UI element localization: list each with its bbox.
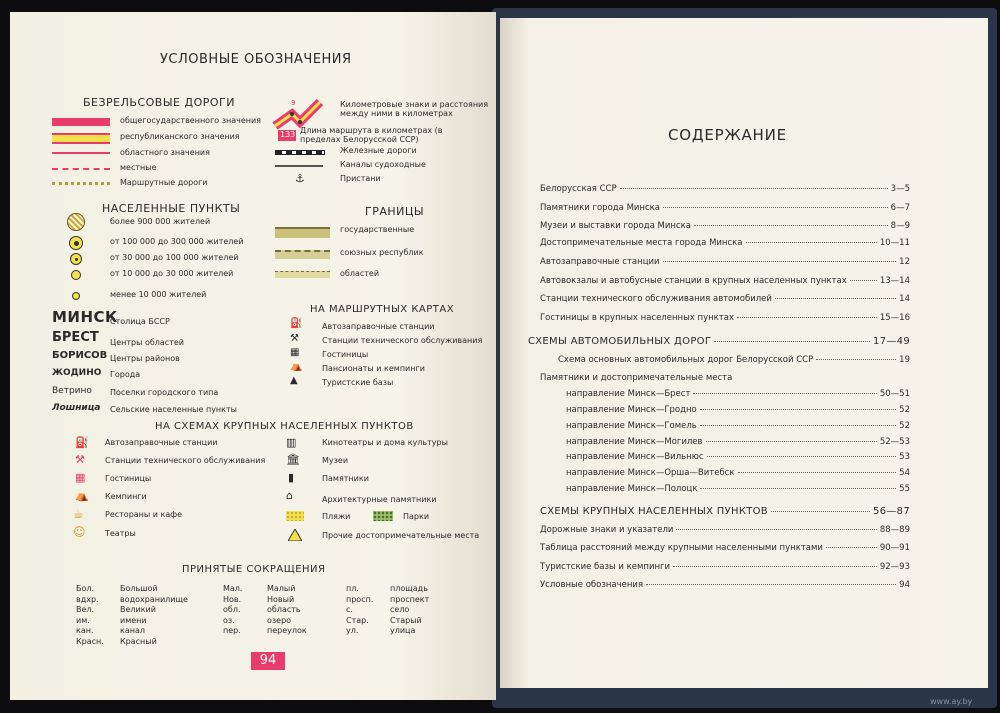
scheme-park-icon: [373, 511, 393, 521]
toc-page: 6—7: [890, 203, 910, 213]
abbr-col-5: пл. просп. с. Стар. ул.: [346, 584, 374, 635]
scheme-camping-icon: ⛺: [75, 489, 89, 502]
abbreviations-header: ПРИНЯТЫЕ СОКРАЩЕНИЯ: [182, 564, 326, 575]
contents-title: СОДЕРЖАНИЕ: [668, 126, 787, 144]
city-village-desc: Сельские населенные пункты: [110, 405, 237, 414]
toc-entry[interactable]: [566, 389, 910, 399]
road-item-1: республиканского значения: [120, 132, 240, 141]
scheme-restaurant-icon: ☕: [73, 507, 84, 521]
toc-label: СХЕМЫ КРУПНЫХ НАСЕЛЕННЫХ ПУНКТОВ: [540, 506, 768, 517]
toc-label: Белорусская ССР: [540, 184, 617, 194]
route-item-2: Гостиницы: [322, 350, 369, 359]
republic-road-icon: [52, 133, 110, 144]
city-capital: МИНСК: [52, 308, 118, 326]
page-number-badge: 94: [251, 652, 285, 670]
toc-label: Памятники города Минска: [540, 203, 661, 213]
legend-page: [10, 12, 496, 700]
scheme-hotel-icon: ▦: [75, 471, 86, 484]
settlements-header: НАСЕЛЕННЫЕ ПУНКТЫ: [102, 202, 241, 215]
toc-label: Гостиницы в крупных населенных пунктах: [540, 313, 735, 323]
toc-page: 54: [899, 468, 910, 478]
toc-label: Туристские базы и кемпинги: [540, 562, 671, 572]
city-town-desc: Города: [110, 370, 141, 379]
contents-page: [500, 18, 988, 688]
scheme-other-icon: [288, 529, 302, 541]
toc-page: 56—87: [873, 506, 910, 517]
city-large-icon: [67, 213, 85, 231]
region-border-icon: [275, 271, 330, 278]
city-town: ЖОДИНО: [52, 368, 102, 378]
scheme-right-1: Музеи: [322, 456, 349, 465]
hotel-icon: ▦: [290, 347, 300, 358]
scheme-right-5: Парки: [403, 512, 430, 521]
abbr-col-2: Большой водохранилище Великий имени канал Красный: [120, 584, 188, 646]
city-district-center: БОРИСОВ: [52, 350, 108, 361]
legend-title: УСЛОВНЫЕ ОБОЗНАЧЕНИЯ: [160, 52, 352, 67]
toc-label: направление Минск—Брест: [566, 389, 691, 399]
city-settlement-desc: Поселки городского типа: [110, 388, 219, 397]
village-icon: [72, 292, 80, 300]
scheme-right-6: Прочие достопримечательные места: [322, 531, 480, 540]
toc-label: направление Минск—Могилев: [566, 437, 703, 447]
toc-entry[interactable]: [540, 238, 910, 248]
route-item-3: Пансионаты и кемпинги: [322, 364, 425, 373]
railways-label: Железные дороги: [340, 146, 417, 155]
toc-page: 88—89: [879, 525, 910, 535]
toc-entry[interactable]: [566, 468, 910, 478]
toc-label: Автозаправочные станции: [540, 257, 660, 267]
toc-page: 90—91: [879, 543, 910, 553]
scheme-service-icon: ⚒: [75, 453, 85, 466]
toc-page: 14: [899, 294, 910, 304]
toc-page: 55: [899, 484, 910, 494]
watermark: www.ay.by: [930, 697, 973, 706]
toc-entry[interactable]: [566, 452, 910, 462]
toc-page: 15—16: [879, 313, 910, 323]
scheme-right-3: Архитектурные памятники: [322, 495, 437, 504]
toc-label: Дорожные знаки и указатели: [540, 525, 674, 535]
toc-label: Станции технического обслуживания автомобилей: [540, 294, 772, 304]
toc-label: направление Минск—Гомель: [566, 421, 697, 431]
city-10k-icon: [71, 270, 81, 280]
scheme-left-3: Кемпинги: [105, 492, 147, 501]
toc-entry[interactable]: [540, 184, 910, 194]
toc-entry[interactable]: [540, 313, 910, 323]
km-small-label: 9: [291, 99, 296, 107]
borders-header: ГРАНИЦЫ: [365, 205, 425, 218]
abbr-col-3: Мал. Нов. обл. оз. пер.: [223, 584, 243, 635]
toc-page: 10—11: [879, 238, 910, 248]
scheme-left-2: Гостиницы: [105, 474, 152, 483]
scheme-cinema-icon: ▥: [286, 436, 297, 449]
route-road-icon: [52, 182, 110, 185]
toc-page: 94: [899, 580, 910, 590]
scheme-left-0: Автозаправочные станции: [105, 438, 218, 447]
toc-entry[interactable]: [540, 373, 910, 383]
toc-entry[interactable]: [566, 421, 910, 431]
toc-page: 3—5: [890, 184, 910, 194]
abbr-col-1: Бол. вдхр. Вел. им. кан. Красн.: [76, 584, 104, 646]
city-region-center: БРЕСТ: [52, 330, 99, 345]
toc-page: 19: [899, 355, 910, 365]
route-length-label: Длина маршрута в километрах (в пределах Белорусской ССР): [300, 126, 443, 144]
toc-page: 52—53: [879, 437, 910, 447]
toc-entry[interactable]: [540, 203, 910, 213]
scheme-right-2: Памятники: [322, 474, 369, 483]
road-item-2: областного значения: [120, 148, 210, 157]
toc-page: 52: [899, 405, 910, 415]
city-capital-desc: Столица БССР: [110, 317, 170, 326]
railway-icon: [275, 150, 325, 155]
road-item-3: местные: [120, 163, 157, 172]
fuel-station-icon: ⛽: [290, 318, 303, 329]
toc-page: 13—14: [879, 276, 910, 286]
city-schemes-header: НА СХЕМАХ КРУПНЫХ НАСЕЛЕННЫХ ПУНКТОВ: [155, 421, 414, 432]
toc-entry[interactable]: [558, 355, 910, 365]
border-item-2: областей: [340, 269, 380, 278]
toc-entry[interactable]: [540, 276, 910, 286]
toc-entry[interactable]: [540, 525, 910, 535]
regional-road-icon: [52, 152, 110, 154]
city-30k-icon: [70, 253, 82, 265]
toc-label: Условные обозначения: [540, 580, 644, 590]
road-item-4: Маршрутные дороги: [120, 178, 208, 187]
settlement-item-3: от 10 000 до 30 000 жителей: [110, 269, 234, 278]
scheme-architecture-icon: ⌂: [286, 489, 293, 502]
toc-entry[interactable]: [540, 294, 910, 304]
toc-section[interactable]: [528, 336, 910, 347]
km-number-label: 133: [280, 130, 296, 139]
toc-label: Музеи и выставки города Минска: [540, 221, 691, 231]
city-village: Лошница: [52, 403, 101, 413]
toc-label: направление Минск—Орша—Витебск: [566, 468, 735, 478]
toc-label: Достопримечательные места города Минска: [540, 238, 743, 248]
toc-label: направление Минск—Вильнюс: [566, 452, 704, 462]
tourist-base-icon: ▲: [290, 375, 298, 386]
toc-page: 52: [899, 421, 910, 431]
scheme-fuel-icon: ⛽: [75, 436, 89, 449]
abbr-col-4: Малый Новый область озеро переулок: [267, 584, 307, 635]
toc-page: 92—93: [879, 562, 910, 572]
canal-icon: [275, 165, 323, 167]
border-item-1: союзных республик: [340, 248, 424, 257]
scheme-left-1: Станции технического обслуживания: [105, 456, 266, 465]
city-settlement: Ветрино: [52, 386, 92, 396]
city-region-desc: Центры областей: [110, 338, 184, 347]
local-road-icon: [52, 168, 110, 170]
abbr-col-6: площадь проспект село Старый улица: [390, 584, 430, 635]
scheme-right-0: Кинотеатры и дома культуры: [322, 438, 448, 447]
toc-entry[interactable]: [566, 405, 910, 415]
toc-entry[interactable]: [540, 257, 910, 267]
toc-page: 8—9: [890, 221, 910, 231]
state-border-icon: [275, 227, 330, 238]
km-signs-label: Километровые знаки и расстояния между ними в километрах: [340, 100, 489, 118]
toc-entry[interactable]: [566, 437, 910, 447]
toc-page: 50—51: [879, 389, 910, 399]
route-item-1: Станции технического обслуживания: [322, 336, 483, 345]
scheme-museum-icon: 🏛: [286, 453, 300, 466]
toc-label: Таблица расстояний между крупными населенными пунктами: [540, 543, 823, 553]
roads-header: БЕЗРЕЛЬСОВЫЕ ДОРОГИ: [83, 96, 235, 109]
anchor-icon: ⚓: [295, 172, 305, 185]
camping-icon: ⛺: [290, 361, 303, 372]
toc-section[interactable]: [540, 506, 910, 517]
toc-label: направление Минск—Полоцк: [566, 484, 698, 494]
toc-label: СХЕМЫ АВТОМОБИЛЬНЫХ ДОРОГ: [528, 336, 712, 347]
toc-page: 53: [899, 452, 910, 462]
toc-page: 17—49: [873, 336, 910, 347]
piers-label: Пристани: [340, 174, 381, 183]
border-item-0: государственные: [340, 225, 415, 234]
city-100k-icon: [69, 236, 83, 250]
toc-page: 12: [899, 257, 910, 267]
toc-label: направление Минск—Гродно: [566, 405, 697, 415]
toc-label: Автовокзалы и автобусные станции в крупных населенных пунктах: [540, 276, 847, 286]
scheme-beach-icon: [286, 511, 304, 521]
canals-label: Каналы судоходные: [340, 160, 426, 169]
toc-entry[interactable]: [540, 580, 910, 590]
scheme-left-5: Театры: [105, 529, 136, 538]
toc-entry[interactable]: [540, 543, 910, 553]
toc-entry[interactable]: [540, 221, 910, 231]
toc-entry[interactable]: [540, 562, 910, 572]
scheme-monument-icon: ▮: [288, 471, 295, 484]
service-station-icon: ⚒: [290, 333, 299, 344]
toc-entry[interactable]: [566, 484, 910, 494]
settlement-item-0: более 900 000 жителей: [110, 217, 211, 226]
route-maps-header: НА МАРШРУТНЫХ КАРТАХ: [310, 304, 455, 315]
road-item-0: общегосударственного значения: [120, 116, 261, 125]
settlement-item-2: от 30 000 до 100 000 жителей: [110, 253, 239, 262]
city-district-desc: Центры районов: [110, 354, 180, 363]
route-item-0: Автозаправочные станции: [322, 322, 435, 331]
toc-label: Схема основных автомобильных дорог Белорусской ССР: [558, 355, 814, 365]
toc-label: Памятники и достопримечательные места: [540, 373, 733, 383]
scheme-right-4: Пляжи: [322, 512, 351, 521]
scheme-left-4: Рестораны и кафе: [105, 510, 183, 519]
route-item-4: Туристские базы: [322, 378, 394, 387]
settlement-item-1: от 100 000 до 300 000 жителей: [110, 237, 244, 246]
scheme-theater-icon: ☺: [73, 525, 86, 539]
state-road-icon: [52, 118, 110, 126]
republic-border-icon: [275, 250, 330, 259]
settlement-item-4: менее 10 000 жителей: [110, 290, 207, 299]
